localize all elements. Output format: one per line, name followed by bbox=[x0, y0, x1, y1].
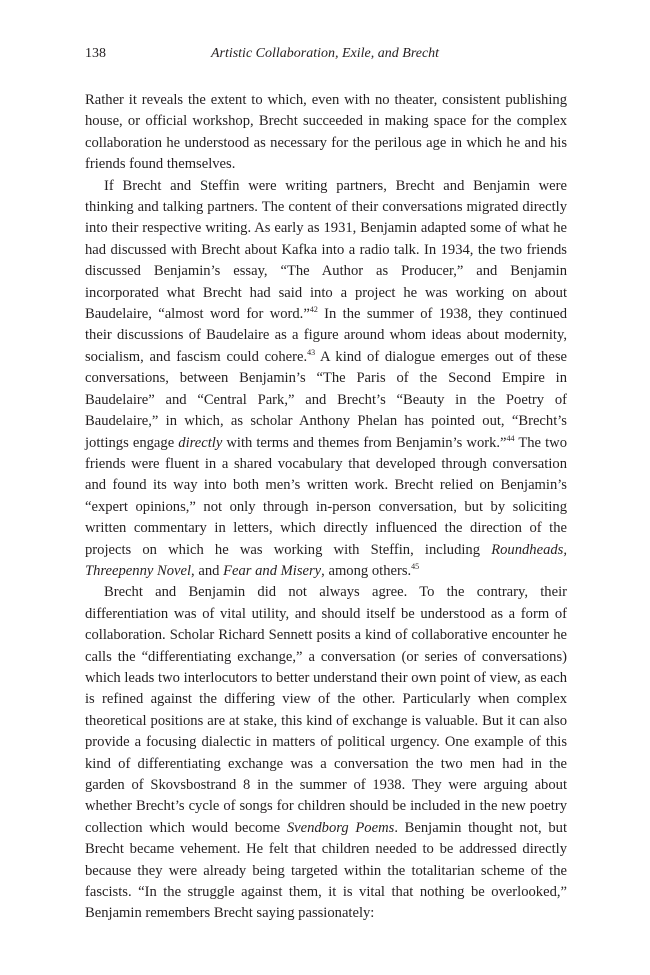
title-svendborg-poems: Svendborg Poems bbox=[286, 819, 395, 836]
body-text bbox=[85, 90, 567, 925]
page-header bbox=[85, 44, 565, 64]
paragraph-3 bbox=[85, 582, 567, 925]
emphasis-directly: directly bbox=[178, 434, 223, 451]
footnote-ref-42[interactable]: 42 bbox=[309, 305, 318, 315]
text-run: If Brecht and Steffin were writing partners, Brecht and Benjamin were thinking and talking partners. The content of their conversations migrated directly into their respective writing. As early as 1931, Benjamin adapted some of what he had discussed with Brecht about Kafka into a radio talk. In 1934, the two friends discussed Benjamin’s essay, “The Author as Producer,” and Benjamin incorporated what Brecht had said into a project he was working on about Baudelaire, “almost word for word.” bbox=[85, 177, 567, 323]
paragraph-1 bbox=[85, 90, 567, 176]
text-run: Rather it reveals the extent to which, even with no theater, consistent publishing house, or official workshop, Brecht succeeded in making space for the complex collaboration he understood as necessary for the perilous age in which he and his friends found themselves. bbox=[85, 92, 567, 173]
text-run: with terms and themes from Benjamin’s work.” bbox=[222, 434, 507, 451]
text-run: Brecht and Benjamin did not always agree. To the contrary, their differentiation was of vital utility, and should itself be understood as a form of collaboration. Scholar Richard Sennett posits a kind of collaborative encounter he calls the “differentiating exchange,” a conversation (or series of conversations) which leads two interlocutors to better understand their own point of view, as each is refined against the differing view of the other. Particularly when complex theoretical positions are at stake, this kind of exchange is valuable. But it can also provide a focusing dialectic in matters of political urgency. One example of this kind of differentiating exchange was a conversation the two men had in the garden of Skovsbostrand 8 in the summer of 1938. They were arguing about whether Brecht’s cycle of songs for children should be included in the new poetry collection which would become bbox=[85, 584, 567, 836]
footnote-ref-44[interactable]: 44 bbox=[506, 433, 515, 443]
text-run: The two friends were fluent in a shared vocabulary that developed through conversation and found its way into both men’s written work. Brecht relied on Benjamin’s “expert opinions,” not only through in-person conversation, but by soliciting written commentary in letters, which directly influenced the direction of the projects on which he was working with Steffin, including bbox=[85, 434, 567, 558]
running-title: Artistic Collaboration, Exile, and Brecht bbox=[210, 46, 440, 61]
paragraph-2 bbox=[85, 176, 567, 583]
text-run: , among others. bbox=[321, 562, 412, 579]
footnote-ref-43[interactable]: 43 bbox=[307, 348, 316, 358]
footnote-ref-45[interactable]: 45 bbox=[411, 562, 420, 572]
text-run: . Benjamin thought not, but Brecht became vehement. He felt that children needed to be addressed directly because they were already being targeted within the totalitarian scheme of the fascists. “In the struggle against them, it is vital that nothing be overlooked,” Benjamin remembers Brecht saying passionately: bbox=[85, 819, 567, 922]
title-roundheads-threepenny: Roundheads, Threepenny Novel bbox=[85, 541, 567, 579]
text-run: , and bbox=[191, 562, 224, 579]
text-run: A kind of dialogue emerges out of these conversations, between Benjamin’s “The Paris of the Second Empire in Baudelaire” and “Central Park,” and Brecht’s “Beauty in the Poetry of Baudelaire,” in which, as scholar Anthony Phelan has pointed out, “Brecht’s jottings engage bbox=[85, 348, 567, 451]
text-run: In the summer of 1938, they continued their discussions of Baudelaire as a figure around whom ideas about modernity, socialism, and fascism could cohere. bbox=[85, 306, 567, 365]
page-number: 138 bbox=[85, 46, 106, 61]
title-fear-and-misery: Fear and Misery bbox=[223, 562, 322, 579]
